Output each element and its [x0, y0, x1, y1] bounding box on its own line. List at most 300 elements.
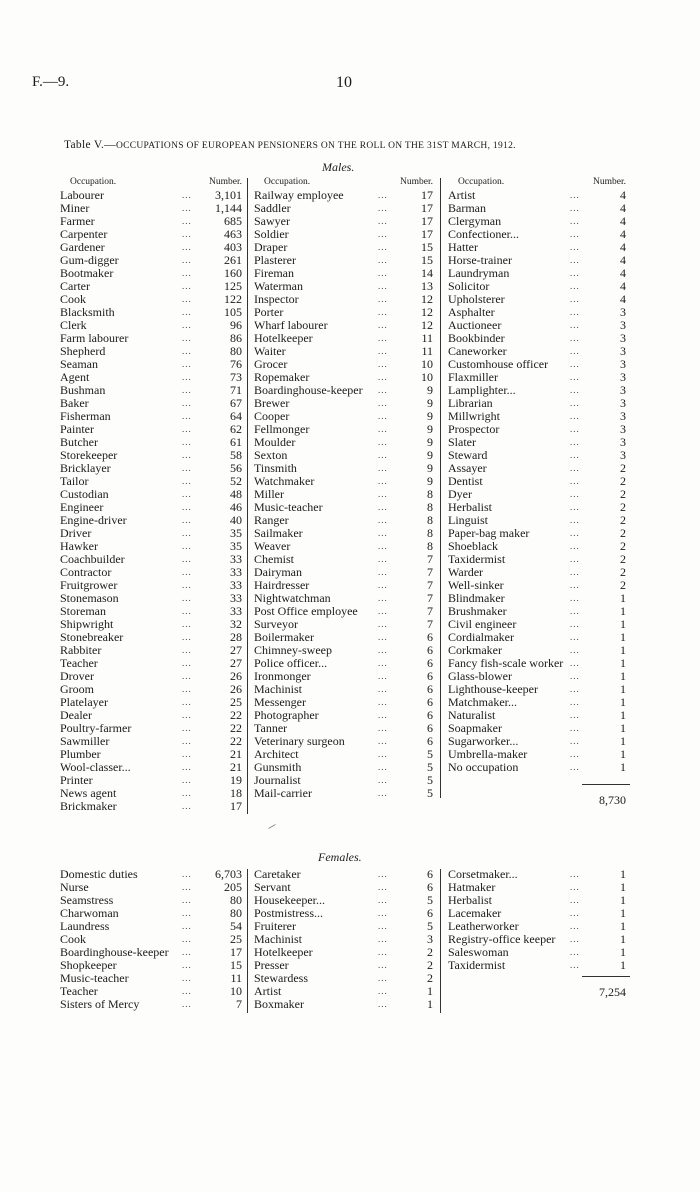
occupation-name: Housekeeper...: [254, 893, 325, 907]
leader-dots: ...: [182, 684, 192, 694]
occupation-name: Laundress: [60, 919, 110, 933]
occupation-count: 9: [427, 448, 433, 462]
occupation-name: Auctioneer: [448, 318, 502, 332]
leader-dots: ...: [182, 372, 192, 382]
occupation-name: Waiter: [254, 344, 286, 358]
table-row: [252, 787, 437, 800]
occupation-count: 3: [620, 409, 626, 423]
occupation-name: Post Office employee: [254, 604, 358, 618]
occupation-name: Photographer: [254, 708, 319, 722]
leader-dots: ...: [570, 372, 580, 382]
leader-dots: ...: [378, 450, 388, 460]
occupation-name: Postmistress...: [254, 906, 324, 920]
occupation-name: Surveyor: [254, 617, 298, 631]
occupation-count: 28: [230, 630, 242, 644]
leader-dots: ...: [182, 541, 192, 551]
leader-dots: ...: [378, 229, 388, 239]
occupation-count: 22: [230, 734, 242, 748]
occupation-name: Matchmaker...: [448, 695, 517, 709]
leader-dots: ...: [378, 619, 388, 629]
occupation-count: 1: [620, 721, 626, 735]
occupation-name: Wharf labourer: [254, 318, 328, 332]
occupation-name: Baker: [60, 396, 89, 410]
leader-dots: ...: [378, 333, 388, 343]
occupation-count: 7: [427, 565, 433, 579]
leader-dots: ...: [378, 580, 388, 590]
column-divider: [247, 869, 248, 1013]
occupation-count: 7: [427, 604, 433, 618]
occupation-count: 67: [230, 396, 242, 410]
occupation-count: 8: [427, 526, 433, 540]
occupation-count: 3: [620, 331, 626, 345]
occupation-name: Machinist: [254, 932, 302, 946]
leader-dots: ...: [570, 476, 580, 486]
leader-dots: ...: [570, 450, 580, 460]
leader-dots: ...: [570, 190, 580, 200]
occupation-name: Clergyman: [448, 214, 502, 228]
leader-dots: ...: [570, 203, 580, 213]
number-header: Number.: [209, 177, 242, 187]
leader-dots: ...: [182, 960, 192, 970]
occupation-name: Leatherworker: [448, 919, 519, 933]
occupation-name: Blindmaker: [448, 591, 505, 605]
leader-dots: ...: [378, 908, 388, 918]
occupation-name: Naturalist: [448, 708, 496, 722]
leader-dots: ...: [182, 921, 192, 931]
leader-dots: ...: [182, 723, 192, 733]
leader-dots: ...: [378, 736, 388, 746]
occupation-count: 33: [230, 565, 242, 579]
occupation-name: Sugarworker...: [448, 734, 519, 748]
occupation-name: Brushmaker: [448, 604, 507, 618]
occupation-name: Journalist: [254, 773, 301, 787]
occupation-name: Charwoman: [60, 906, 119, 920]
occupation-name: Glass-blower: [448, 669, 512, 683]
leader-dots: ...: [378, 684, 388, 694]
occupation-count: 13: [421, 279, 433, 293]
leader-dots: ...: [378, 567, 388, 577]
occupation-count: 27: [230, 643, 242, 657]
leader-dots: ...: [570, 947, 580, 957]
occupation-count: 54: [230, 919, 242, 933]
occupation-name: Lacemaker: [448, 906, 502, 920]
leader-dots: ...: [378, 921, 388, 931]
occupation-count: 33: [230, 591, 242, 605]
occupation-count: 10: [421, 370, 433, 384]
occupation-name: Waterman: [254, 279, 304, 293]
leader-dots: ...: [182, 736, 192, 746]
occupation-count: 33: [230, 552, 242, 566]
occupation-header: Occupation.: [264, 177, 311, 187]
leader-dots: ...: [378, 190, 388, 200]
occupation-count: 403: [224, 240, 242, 254]
occupation-count: 2: [620, 552, 626, 566]
leader-dots: ...: [570, 658, 580, 668]
occupation-name: Boxmaker: [254, 997, 304, 1011]
occupation-name: Police officer...: [254, 656, 328, 670]
occupation-name: Shoeblack: [448, 539, 498, 553]
leader-dots: ...: [570, 723, 580, 733]
leader-dots: ...: [182, 645, 192, 655]
occupation-count: 4: [620, 253, 626, 267]
leader-dots: ...: [570, 619, 580, 629]
leader-dots: ...: [182, 580, 192, 590]
occupation-name: Messenger: [254, 695, 306, 709]
leader-dots: ...: [378, 372, 388, 382]
occupation-count: 2: [620, 487, 626, 501]
occupation-name: Linguist: [448, 513, 489, 527]
leader-dots: ...: [570, 424, 580, 434]
occupation-name: Gardener: [60, 240, 105, 254]
occupation-count: 2: [427, 945, 433, 959]
occupation-count: 19: [230, 773, 242, 787]
leader-dots: ...: [378, 986, 388, 996]
occupation-count: 4: [620, 292, 626, 306]
occupation-count: 5: [427, 773, 433, 787]
occupation-name: Music-teacher: [60, 971, 129, 985]
occupation-count: 685: [224, 214, 242, 228]
occupation-count: 56: [230, 461, 242, 475]
occupation-count: 15: [230, 958, 242, 972]
occupation-name: Engineer: [60, 500, 104, 514]
leader-dots: ...: [182, 762, 192, 772]
occupation-count: 25: [230, 695, 242, 709]
leader-dots: ...: [378, 934, 388, 944]
occupation-count: 46: [230, 500, 242, 514]
occupation-count: 9: [427, 474, 433, 488]
occupation-name: Upholsterer: [448, 292, 505, 306]
occupation-name: Farm labourer: [60, 331, 129, 345]
occupation-name: Plumber: [60, 747, 101, 761]
occupation-name: Artist: [254, 984, 282, 998]
occupation-count: 5: [427, 919, 433, 933]
leader-dots: ...: [378, 307, 388, 317]
leader-dots: ...: [378, 775, 388, 785]
leader-dots: ...: [378, 489, 388, 499]
occupation-name: Teacher: [60, 984, 98, 998]
occupation-count: 26: [230, 669, 242, 683]
leader-dots: ...: [378, 294, 388, 304]
occupation-name: Shepherd: [60, 344, 106, 358]
occupation-count: 1: [620, 958, 626, 972]
occupation-name: Storekeeper: [60, 448, 118, 462]
occupation-name: Cooper: [254, 409, 290, 423]
leader-dots: ...: [182, 437, 192, 447]
occupation-count: 27: [230, 656, 242, 670]
occupation-name: Storeman: [60, 604, 106, 618]
occupation-count: 6: [427, 880, 433, 894]
occupation-count: 3: [620, 318, 626, 332]
occupation-name: Boardinghouse-keeper: [254, 383, 363, 397]
leader-dots: ...: [182, 671, 192, 681]
leader-dots: ...: [182, 450, 192, 460]
occupation-count: 10: [230, 984, 242, 998]
occupation-count: 6: [427, 656, 433, 670]
leader-dots: ...: [182, 346, 192, 356]
occupation-name: No occupation: [448, 760, 519, 774]
occupation-count: 12: [421, 318, 433, 332]
occupation-count: 205: [224, 880, 242, 894]
leader-dots: ...: [378, 255, 388, 265]
table-row: [58, 920, 246, 933]
leader-dots: ...: [378, 632, 388, 642]
leader-dots: ...: [378, 947, 388, 957]
occupation-count: 122: [224, 292, 242, 306]
occupation-count: 160: [224, 266, 242, 280]
occupation-count: 9: [427, 396, 433, 410]
occupation-name: Tanner: [254, 721, 288, 735]
leader-dots: ...: [570, 463, 580, 473]
table-row: [252, 998, 437, 1011]
occupation-count: 64: [230, 409, 242, 423]
occupation-name: Railway employee: [254, 188, 344, 202]
occupation-count: 2: [620, 513, 626, 527]
occupation-count: 21: [230, 747, 242, 761]
leader-dots: ...: [570, 385, 580, 395]
males-column-1: [58, 177, 246, 813]
occupation-count: 1: [620, 591, 626, 605]
occupation-count: 261: [224, 253, 242, 267]
occupation-count: 4: [620, 214, 626, 228]
occupation-name: Boilermaker: [254, 630, 314, 644]
occupation-name: Plasterer: [254, 253, 296, 267]
table-row: [446, 761, 630, 774]
occupation-count: 3,101: [215, 188, 242, 202]
occupation-name: Veterinary surgeon: [254, 734, 345, 748]
occupation-name: Architect: [254, 747, 299, 761]
occupation-count: 21: [230, 760, 242, 774]
occupation-count: 463: [224, 227, 242, 241]
occupation-name: Sawyer: [254, 214, 290, 228]
leader-dots: ...: [570, 762, 580, 772]
leader-dots: ...: [182, 775, 192, 785]
occupation-count: 1: [427, 984, 433, 998]
occupation-name: Agent: [60, 370, 90, 384]
occupation-count: 33: [230, 604, 242, 618]
occupation-count: 1: [620, 708, 626, 722]
occupation-name: Prospector: [448, 422, 500, 436]
leader-dots: ...: [182, 333, 192, 343]
number-header: Number.: [400, 177, 433, 187]
occupation-name: Horse-trainer: [448, 253, 512, 267]
occupation-name: Labourer: [60, 188, 104, 202]
leader-dots: ...: [570, 268, 580, 278]
occupation-name: Herbalist: [448, 893, 492, 907]
occupation-name: Lighthouse-keeper: [448, 682, 538, 696]
leader-dots: ...: [570, 749, 580, 759]
occupation-count: 8: [427, 539, 433, 553]
occupation-name: Inspector: [254, 292, 299, 306]
occupation-count: 1: [427, 997, 433, 1011]
occupation-name: Bookbinder: [448, 331, 505, 345]
leader-dots: ...: [570, 320, 580, 330]
leader-dots: ...: [182, 463, 192, 473]
occupation-count: 11: [421, 344, 433, 358]
occupation-name: Umbrella-maker: [448, 747, 528, 761]
occupation-name: Hatter: [448, 240, 478, 254]
table-title-dash: —: [104, 139, 116, 151]
occupation-name: Laundryman: [448, 266, 510, 280]
females-column-3: [446, 868, 630, 972]
occupation-name: Painter: [60, 422, 94, 436]
number-header: Number.: [593, 177, 626, 187]
occupation-count: 1: [620, 695, 626, 709]
leader-dots: ...: [182, 947, 192, 957]
occupation-count: 1: [620, 617, 626, 631]
occupation-count: 3: [620, 370, 626, 384]
leader-dots: ...: [378, 385, 388, 395]
occupation-name: Groom: [60, 682, 94, 696]
occupation-name: Stonemason: [60, 591, 119, 605]
occupation-name: Coachbuilder: [60, 552, 125, 566]
occupation-count: 3: [620, 357, 626, 371]
occupation-count: 125: [224, 279, 242, 293]
leader-dots: ...: [378, 463, 388, 473]
occupation-name: Miller: [254, 487, 284, 501]
leader-dots: ...: [570, 294, 580, 304]
occupation-count: 1: [620, 919, 626, 933]
leader-dots: ...: [182, 398, 192, 408]
leader-dots: ...: [378, 320, 388, 330]
page-number: 10: [336, 74, 352, 91]
occupation-name: Fisherman: [60, 409, 111, 423]
occupation-name: Corsetmaker...: [448, 867, 518, 881]
leader-dots: ...: [570, 554, 580, 564]
occupation-count: 6: [427, 734, 433, 748]
leader-dots: ...: [570, 515, 580, 525]
occupation-name: Platelayer: [60, 695, 108, 709]
occupation-count: 3: [620, 422, 626, 436]
occupation-count: 9: [427, 435, 433, 449]
occupation-count: 1: [620, 747, 626, 761]
occupation-count: 4: [620, 201, 626, 215]
leader-dots: ...: [378, 541, 388, 551]
occupation-header: Occupation.: [70, 177, 117, 187]
occupation-name: Soldier: [254, 227, 289, 241]
leader-dots: ...: [378, 671, 388, 681]
occupation-count: 5: [427, 786, 433, 800]
occupation-count: 3: [620, 396, 626, 410]
leader-dots: ...: [182, 502, 192, 512]
occupation-name: Tinsmith: [254, 461, 297, 475]
occupation-name: Brewer: [254, 396, 290, 410]
females-column-1: [58, 868, 246, 1011]
occupation-name: Bushman: [60, 383, 106, 397]
occupation-name: Ranger: [254, 513, 289, 527]
occupation-count: 80: [230, 344, 242, 358]
occupation-name: Corkmaker: [448, 643, 502, 657]
occupation-name: Contractor: [60, 565, 112, 579]
occupation-count: 5: [427, 760, 433, 774]
leader-dots: ...: [378, 268, 388, 278]
occupation-name: Moulder: [254, 435, 296, 449]
leader-dots: ...: [378, 960, 388, 970]
occupation-count: 9: [427, 409, 433, 423]
leader-dots: ...: [378, 973, 388, 983]
leader-dots: ...: [378, 697, 388, 707]
occupation-count: 12: [421, 305, 433, 319]
column-divider: [247, 178, 248, 814]
occupation-name: Watchmaker: [254, 474, 315, 488]
leader-dots: ...: [570, 216, 580, 226]
leader-dots: ...: [570, 359, 580, 369]
occupation-name: Printer: [60, 773, 93, 787]
leader-dots: ...: [378, 658, 388, 668]
leader-dots: ...: [570, 502, 580, 512]
leader-dots: ...: [182, 749, 192, 759]
leader-dots: ...: [378, 411, 388, 421]
leader-dots: ...: [378, 424, 388, 434]
occupation-count: 5: [427, 893, 433, 907]
occupation-count: 17: [230, 945, 242, 959]
occupation-count: 3: [620, 344, 626, 358]
leader-dots: ...: [182, 869, 192, 879]
occupation-name: Civil engineer: [448, 617, 517, 631]
leader-dots: ...: [378, 749, 388, 759]
males-total-rule: [582, 784, 630, 785]
occupation-count: 1: [620, 604, 626, 618]
occupation-name: Assayer: [448, 461, 487, 475]
occupation-name: Brickmaker: [60, 799, 117, 813]
occupation-name: Dentist: [448, 474, 483, 488]
occupation-name: Carter: [60, 279, 90, 293]
leader-dots: ...: [570, 895, 580, 905]
occupation-name: Taxidermist: [448, 552, 506, 566]
occupation-count: 2: [620, 565, 626, 579]
occupation-header: Occupation.: [458, 177, 505, 187]
occupation-name: Porter: [254, 305, 284, 319]
leader-dots: ...: [378, 515, 388, 525]
occupation-name: Wool-classer...: [60, 760, 131, 774]
occupation-count: 2: [620, 500, 626, 514]
leader-dots: ...: [378, 869, 388, 879]
leader-dots: ...: [570, 908, 580, 918]
table-title-prefix: Table V.: [64, 139, 105, 151]
occupation-count: 1: [620, 906, 626, 920]
leader-dots: ...: [570, 489, 580, 499]
males-total: 8,730: [599, 793, 626, 807]
table-row: [58, 800, 246, 813]
document-reference: F.—9.: [32, 74, 70, 90]
occupation-name: Millwright: [448, 409, 501, 423]
males-column-3: [446, 177, 630, 774]
leader-dots: ...: [182, 190, 192, 200]
leader-dots: ...: [570, 671, 580, 681]
leader-dots: ...: [182, 593, 192, 603]
occupation-name: Nightwatchman: [254, 591, 331, 605]
leader-dots: ...: [378, 346, 388, 356]
occupation-name: Clerk: [60, 318, 87, 332]
occupation-count: 6: [427, 643, 433, 657]
occupation-count: 1: [620, 682, 626, 696]
table-row: [58, 280, 246, 293]
occupation-count: 7: [427, 617, 433, 631]
occupation-count: 22: [230, 721, 242, 735]
occupation-name: Cook: [60, 932, 87, 946]
leader-dots: ...: [378, 203, 388, 213]
leader-dots: ...: [378, 398, 388, 408]
occupation-name: Carpenter: [60, 227, 108, 241]
leader-dots: ...: [182, 515, 192, 525]
occupation-name: Chemist: [254, 552, 295, 566]
occupation-name: Custodian: [60, 487, 109, 501]
occupation-name: Saleswoman: [448, 945, 509, 959]
occupation-count: 15: [421, 253, 433, 267]
leader-dots: ...: [378, 216, 388, 226]
leader-dots: ...: [570, 869, 580, 879]
leader-dots: ...: [570, 606, 580, 616]
occupation-name: Hatmaker: [448, 880, 496, 894]
